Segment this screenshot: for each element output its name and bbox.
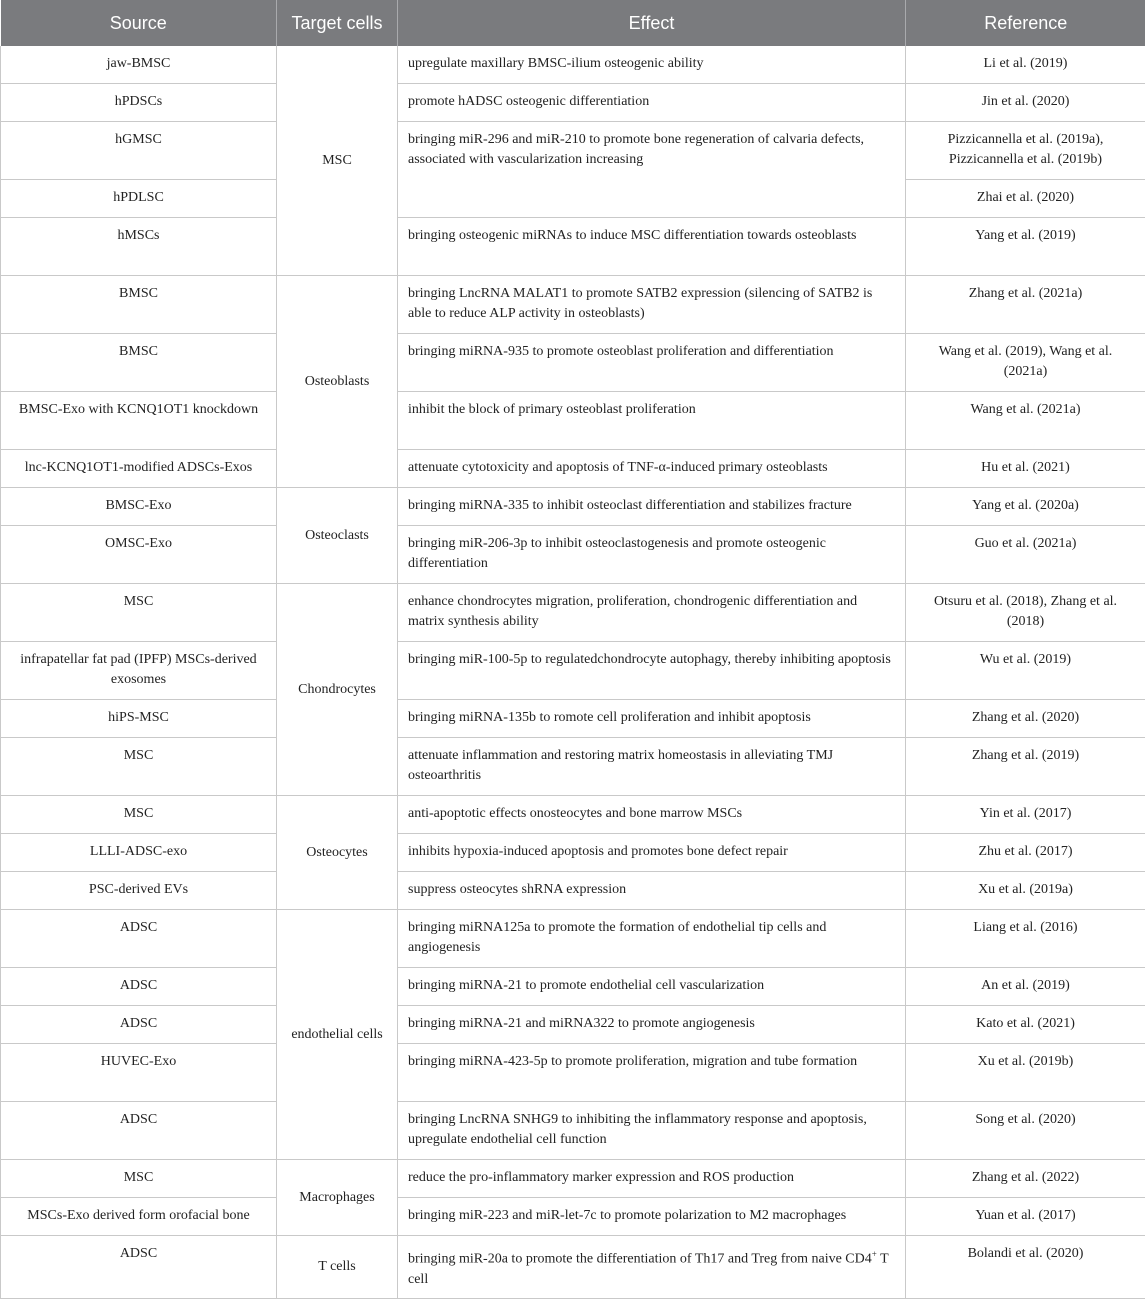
source-cell: MSC bbox=[1, 584, 277, 642]
reference-cell: Zhai et al. (2020) bbox=[906, 180, 1145, 218]
table-row bbox=[1, 488, 1145, 526]
source-cell: infrapatellar fat pad (IPFP) MSCs-derived exosomes bbox=[1, 642, 277, 700]
source-cell: ADSC bbox=[1, 910, 277, 968]
reference-cell: Xu et al. (2019a) bbox=[906, 872, 1145, 910]
header-target-cells: Target cells bbox=[277, 0, 398, 46]
reference-cell: Kato et al. (2021) bbox=[906, 1006, 1145, 1044]
effect-cell: bringing miRNA-335 to inhibit osteoclast differentiation and stabilizes fracture bbox=[398, 488, 906, 526]
table-row bbox=[1, 1160, 1145, 1198]
table-row bbox=[1, 1198, 1145, 1236]
source-cell: MSC bbox=[1, 796, 277, 834]
header-reference: Reference bbox=[906, 0, 1145, 46]
source-cell: BMSC-Exo bbox=[1, 488, 277, 526]
table-row bbox=[1, 1236, 1145, 1299]
target-cells-cell: Osteoclasts bbox=[277, 488, 398, 584]
reference-cell: Yin et al. (2017) bbox=[906, 796, 1145, 834]
table-row bbox=[1, 218, 1145, 276]
table-row bbox=[1, 1044, 1145, 1102]
reference-cell: Yang et al. (2019) bbox=[906, 218, 1145, 276]
table-row bbox=[1, 700, 1145, 738]
header-source: Source bbox=[1, 0, 277, 46]
source-cell: lnc-KCNQ1OT1-modified ADSCs-Exos bbox=[1, 450, 277, 488]
reference-cell: Xu et al. (2019b) bbox=[906, 1044, 1145, 1102]
reference-cell: Jin et al. (2020) bbox=[906, 84, 1145, 122]
reference-cell: Wang et al. (2021a) bbox=[906, 392, 1145, 450]
effect-cell: inhibit the block of primary osteoblast proliferation bbox=[398, 392, 906, 450]
effect-cell: suppress osteocytes shRNA expression bbox=[398, 872, 906, 910]
target-cells-cell: MSC bbox=[277, 46, 398, 276]
target-cells-cell: Osteoblasts bbox=[277, 276, 398, 488]
reference-cell: Guo et al. (2021a) bbox=[906, 526, 1145, 584]
table-row bbox=[1, 334, 1145, 392]
reference-cell: Liang et al. (2016) bbox=[906, 910, 1145, 968]
effect-cell: upregulate maxillary BMSC-ilium osteogenic ability bbox=[398, 46, 906, 84]
effect-cell bbox=[398, 1236, 906, 1299]
source-cell: hPDSCs bbox=[1, 84, 277, 122]
effect-cell: bringing miRNA125a to promote the formation of endothelial tip cells and angiogenesis bbox=[398, 910, 906, 968]
source-cell: HUVEC-Exo bbox=[1, 1044, 277, 1102]
table-row bbox=[1, 796, 1145, 834]
reference-cell: Yang et al. (2020a) bbox=[906, 488, 1145, 526]
effect-cell: bringing miR-100-5p to regulatedchondrocyte autophagy, thereby inhibiting apoptosis bbox=[398, 642, 906, 700]
effect-cell: enhance chondrocytes migration, proliferation, chondrogenic differentiation and matrix synthesis ability bbox=[398, 584, 906, 642]
reference-cell: Hu et al. (2021) bbox=[906, 450, 1145, 488]
reference-cell: Wang et al. (2019), Wang et al. (2021a) bbox=[906, 334, 1145, 392]
effect-cell: bringing osteogenic miRNAs to induce MSC differentiation towards osteoblasts bbox=[398, 218, 906, 276]
source-cell: BMSC-Exo with KCNQ1OT1 knockdown bbox=[1, 392, 277, 450]
effect-cell: bringing miR-296 and miR-210 to promote bone regeneration of calvaria defects, associated with vascularization increasing bbox=[398, 122, 906, 218]
source-cell: hGMSC bbox=[1, 122, 277, 180]
effect-cell: bringing miRNA-21 and miRNA322 to promote angiogenesis bbox=[398, 1006, 906, 1044]
table-row bbox=[1, 450, 1145, 488]
table-row bbox=[1, 84, 1145, 122]
reference-cell: Song et al. (2020) bbox=[906, 1102, 1145, 1160]
target-cells-cell: Chondrocytes bbox=[277, 584, 398, 796]
source-cell: BMSC bbox=[1, 276, 277, 334]
table-row bbox=[1, 1006, 1145, 1044]
source-cell: ADSC bbox=[1, 968, 277, 1006]
table-body bbox=[1, 46, 1145, 1298]
table-row bbox=[1, 872, 1145, 910]
target-cells-cell: Osteocytes bbox=[277, 796, 398, 910]
source-cell: LLLI-ADSC-exo bbox=[1, 834, 277, 872]
reference-cell: Wu et al. (2019) bbox=[906, 642, 1145, 700]
source-cell: OMSC-Exo bbox=[1, 526, 277, 584]
effect-cell: reduce the pro-inflammatory marker expression and ROS production bbox=[398, 1160, 906, 1198]
table-row bbox=[1, 834, 1145, 872]
source-cell: MSC bbox=[1, 738, 277, 796]
effect-text-tail: T cell bbox=[408, 1252, 888, 1287]
source-cell: ADSC bbox=[1, 1006, 277, 1044]
table-row bbox=[1, 584, 1145, 642]
effect-cell: bringing miRNA-21 to promote endothelial cell vascularization bbox=[398, 968, 906, 1006]
effect-cell: attenuate cytotoxicity and apoptosis of TNF-α-induced primary osteoblasts bbox=[398, 450, 906, 488]
source-cell: hMSCs bbox=[1, 218, 277, 276]
target-cells-cell: Macrophages bbox=[277, 1160, 398, 1236]
source-cell: ADSC bbox=[1, 1236, 277, 1299]
reference-cell: Zhu et al. (2017) bbox=[906, 834, 1145, 872]
effect-superscript: + bbox=[872, 1249, 877, 1259]
table-row bbox=[1, 526, 1145, 584]
effect-cell: inhibits hypoxia-induced apoptosis and promotes bone defect repair bbox=[398, 834, 906, 872]
reference-cell: An et al. (2019) bbox=[906, 968, 1145, 1006]
source-cell: jaw-BMSC bbox=[1, 46, 277, 84]
effect-cell: bringing miR-206-3p to inhibit osteoclastogenesis and promote osteogenic differentiation bbox=[398, 526, 906, 584]
effect-cell: bringing miRNA-423-5p to promote proliferation, migration and tube formation bbox=[398, 1044, 906, 1102]
reference-cell: Bolandi et al. (2020) bbox=[906, 1236, 1145, 1299]
effect-text: bringing miR-20a to promote the differentiation of Th17 and Treg from naive CD4 bbox=[408, 1252, 872, 1267]
source-cell: MSCs-Exo derived form orofacial bone bbox=[1, 1198, 277, 1236]
target-cells-cell: endothelial cells bbox=[277, 910, 398, 1160]
source-cell: ADSC bbox=[1, 1102, 277, 1160]
table-row bbox=[1, 392, 1145, 450]
table-row bbox=[1, 968, 1145, 1006]
table-row bbox=[1, 642, 1145, 700]
reference-cell: Yuan et al. (2017) bbox=[906, 1198, 1145, 1236]
effect-cell: bringing miRNA-935 to promote osteoblast proliferation and differentiation bbox=[398, 334, 906, 392]
source-cell: BMSC bbox=[1, 334, 277, 392]
reference-cell: Zhang et al. (2021a) bbox=[906, 276, 1145, 334]
table-row bbox=[1, 738, 1145, 796]
table-header-row bbox=[1, 0, 1145, 46]
effect-cell: anti-apoptotic effects onosteocytes and bone marrow MSCs bbox=[398, 796, 906, 834]
source-cell: MSC bbox=[1, 1160, 277, 1198]
reference-cell: Zhang et al. (2019) bbox=[906, 738, 1145, 796]
effect-cell: bringing miR-223 and miR-let-7c to promote polarization to M2 macrophages bbox=[398, 1198, 906, 1236]
table-row bbox=[1, 46, 1145, 84]
table-row bbox=[1, 1102, 1145, 1160]
target-cells-cell: T cells bbox=[277, 1236, 398, 1299]
reference-cell: Pizzicannella et al. (2019a), Pizzicannella et al. (2019b) bbox=[906, 122, 1145, 180]
effect-cell: bringing LncRNA MALAT1 to promote SATB2 expression (silencing of SATB2 is able to reduce ALP activity in osteoblasts) bbox=[398, 276, 906, 334]
source-cell: hiPS-MSC bbox=[1, 700, 277, 738]
effect-cell: bringing LncRNA SNHG9 to inhibiting the inflammatory response and apoptosis, upregulate endothelial cell function bbox=[398, 1102, 906, 1160]
reference-cell: Otsuru et al. (2018), Zhang et al. (2018) bbox=[906, 584, 1145, 642]
reference-cell: Zhang et al. (2022) bbox=[906, 1160, 1145, 1198]
reference-cell: Li et al. (2019) bbox=[906, 46, 1145, 84]
table-row bbox=[1, 276, 1145, 334]
effect-cell: bringing miRNA-135b to romote cell proliferation and inhibit apoptosis bbox=[398, 700, 906, 738]
source-cell: hPDLSC bbox=[1, 180, 277, 218]
table-row bbox=[1, 122, 1145, 180]
source-cell: PSC-derived EVs bbox=[1, 872, 277, 910]
table-row bbox=[1, 910, 1145, 968]
effect-cell: attenuate inflammation and restoring matrix homeostasis in alleviating TMJ osteoarthritis bbox=[398, 738, 906, 796]
header-effect: Effect bbox=[398, 0, 906, 46]
effect-cell: promote hADSC osteogenic differentiation bbox=[398, 84, 906, 122]
reference-cell: Zhang et al. (2020) bbox=[906, 700, 1145, 738]
